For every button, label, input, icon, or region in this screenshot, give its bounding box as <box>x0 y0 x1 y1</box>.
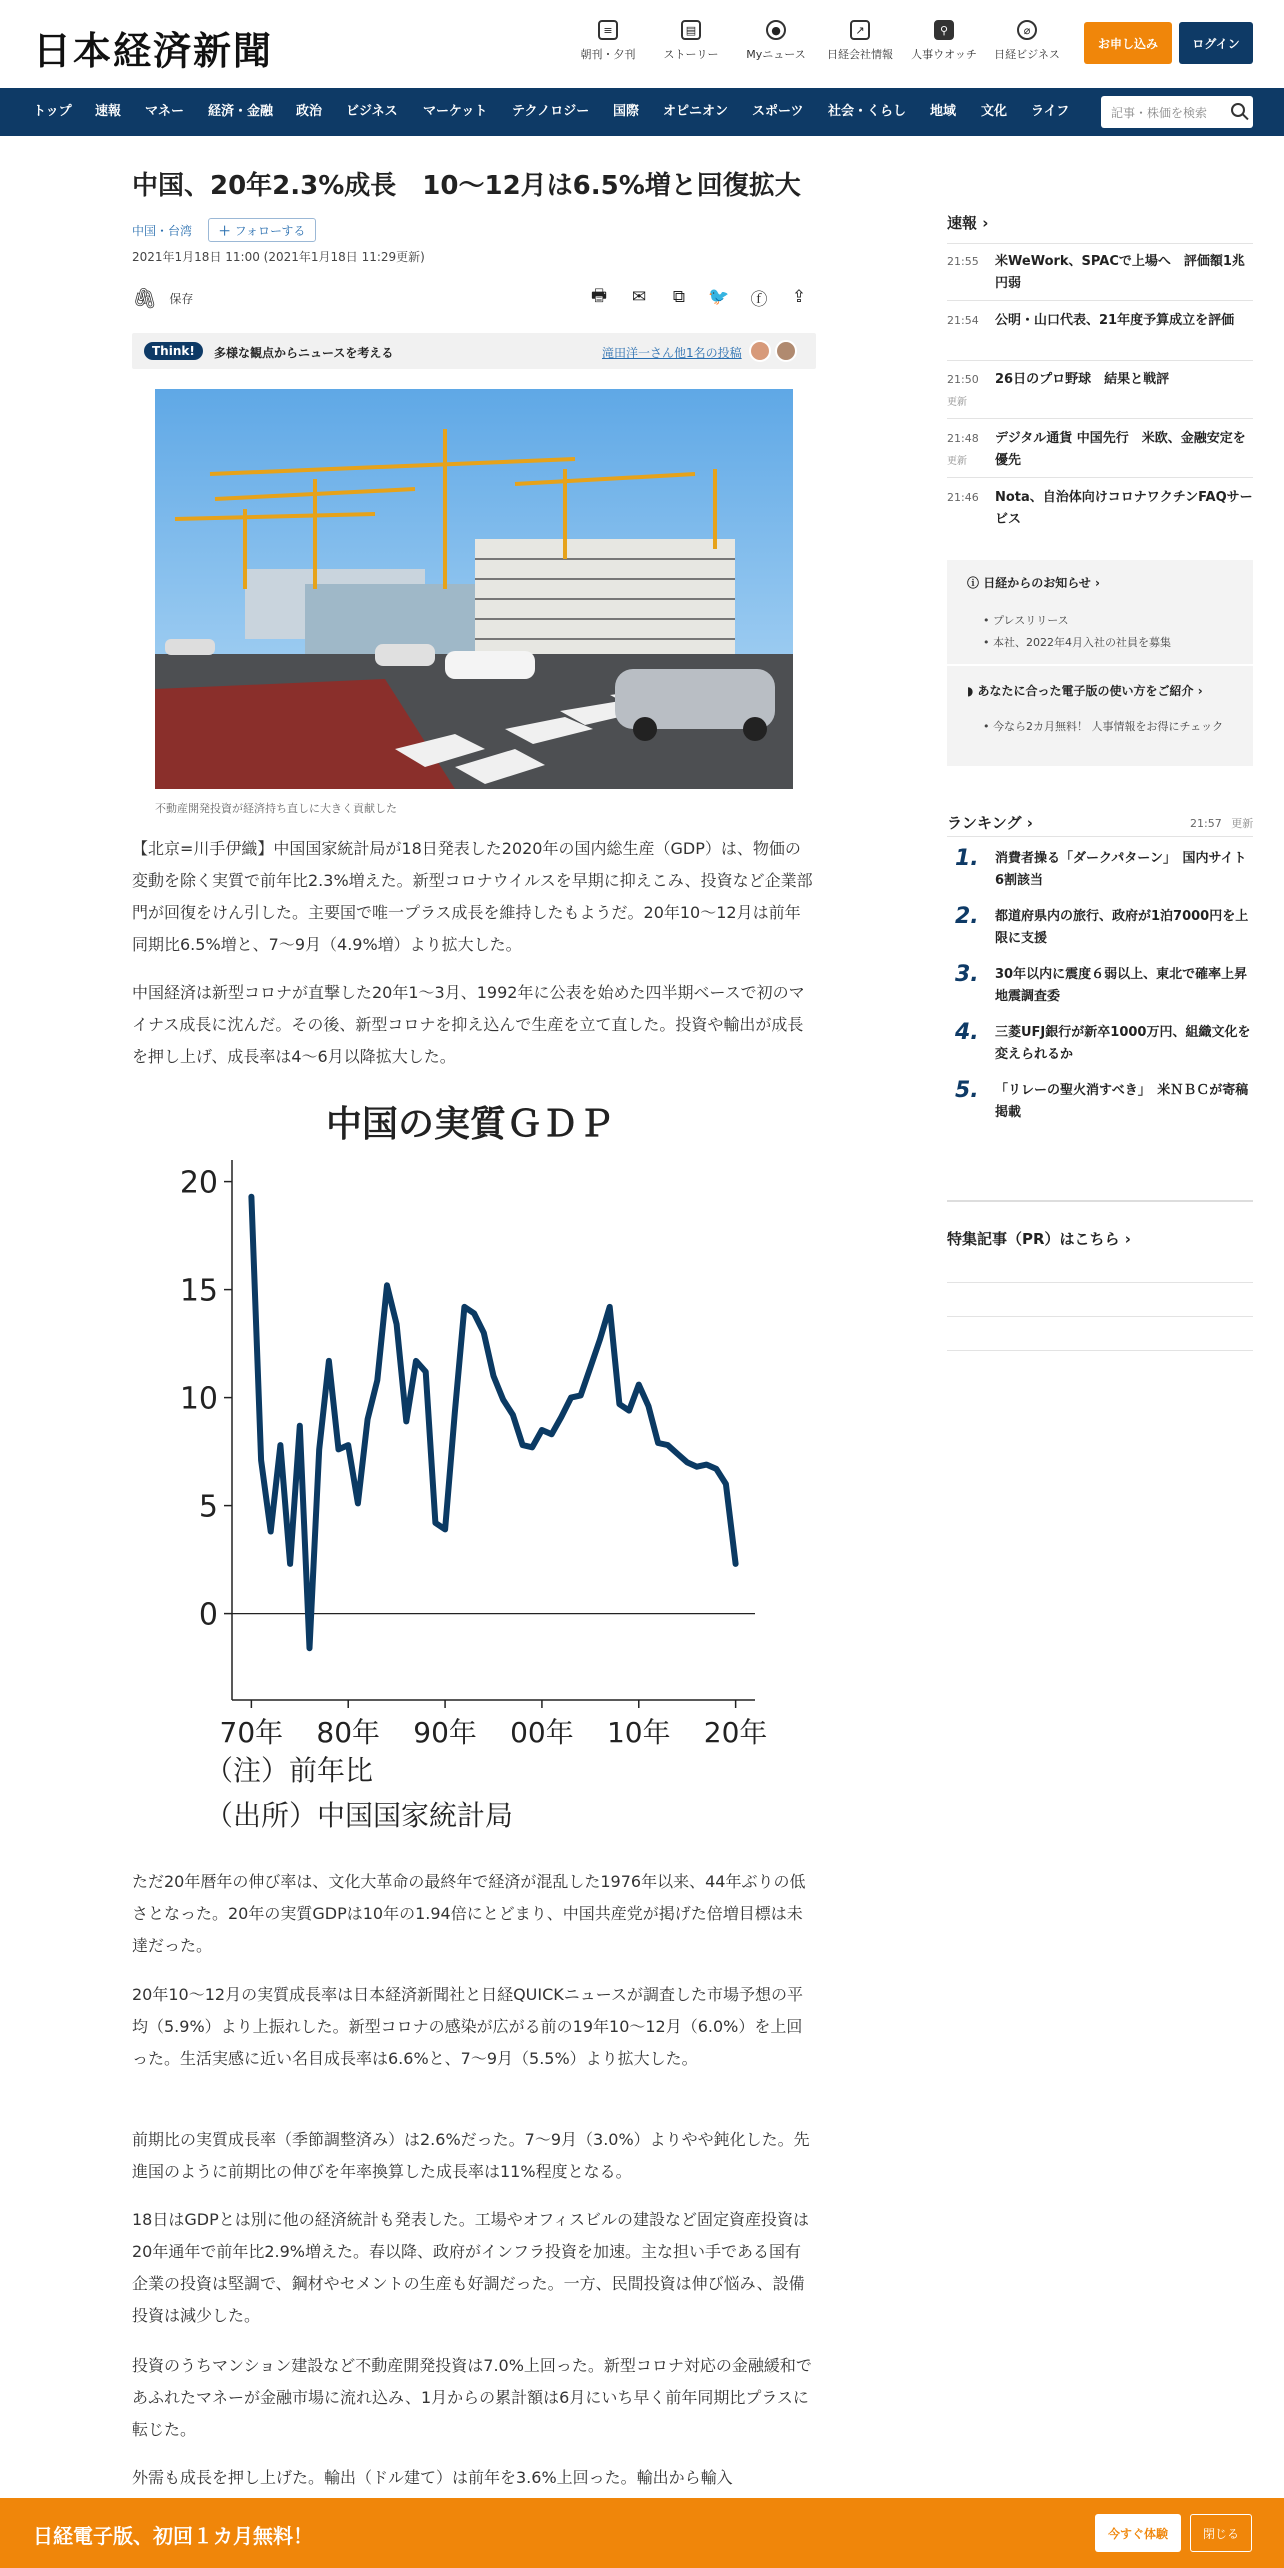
gdp-growth-line <box>251 1197 735 1649</box>
breaking-heading-label: 速報 <box>947 214 978 232</box>
divider <box>947 836 1253 837</box>
ranking-time-value: 21:57 <box>1190 817 1222 830</box>
notice-box <box>947 560 1253 766</box>
nav-personnel[interactable] <box>904 20 984 62</box>
chevron-right-icon: › <box>982 214 989 232</box>
banner-text: 日経電子版、初回１カ月無料！ <box>33 2524 313 2548</box>
paperclip-icon: 🖇 <box>132 286 158 310</box>
x-tick-label: 80年 <box>316 1716 381 1749</box>
region-tag-link[interactable]: 中国・台湾 <box>132 224 193 238</box>
special-heading[interactable] <box>947 1228 1131 1249</box>
site-logo[interactable]: 日本経済新聞 <box>33 28 274 73</box>
divider <box>947 243 1253 244</box>
article-paragraph: 投資のうちマンション建設など不動産開発投資は7.0%上回った。新型コロナ対応の金融緩和であふれたマネーが金融市場に流れ込み、1月からの累計額は6月にいち早く前年同期比プラスに転じた。 <box>132 2356 812 2439</box>
search-box[interactable] <box>1101 96 1253 128</box>
divider <box>947 360 1253 361</box>
nav-item-market[interactable]: マーケット <box>423 104 488 119</box>
notice-heading-label: 日経からのお知らせ <box>983 576 1091 590</box>
ranking-item-link[interactable]: 消費者操る「ダークパターン」 国内サイト6割該当 <box>995 851 1247 888</box>
divider <box>947 1316 1253 1317</box>
nav-item-politics[interactable]: 政治 <box>296 104 323 119</box>
ranking-item-link[interactable]: 都道府県内の旅行、政府が1泊7000円を上限に支援 <box>995 909 1249 946</box>
article-paragraph: 【北京=川手伊織】中国国家統計局が18日発表した2020年の国内総生産（GDP）は、物価の変動を除く実質で前年比2.3%増えた。新型コロナウイルスを早期に抑えこみ、投資など企業部門が回復をけん引した。主要国で唯一プラス成長を維持したもようだ。20年10～12月は前年同期比6.5%増と、7～9月（4.9%増）より拡大した。 <box>132 839 813 954</box>
photo-caption: 不動産開発投資が経済持ち直しに大きく貢献した <box>155 802 397 815</box>
rank-number: 2. <box>955 904 979 929</box>
article-paragraph: 18日はGDPとは別に他の経済統計も発表した。工場やオフィスビルの建設など固定資産投資は20年通年で前年比2.9%増えた。春以降、政府がインフラ投資を加速。主な担い手である国有企業の投資は堅調で、鋼材やセメントの生産も好調だった。一方、民間投資は伸び悩み、設備投資は減少した。 <box>132 2210 809 2325</box>
nav-item-technology[interactable]: テクノロジー <box>512 104 590 119</box>
nav-item-money[interactable]: マネー <box>145 104 185 119</box>
save-label: 保存 <box>169 291 194 306</box>
close-banner-button[interactable]: 閉じる <box>1190 2514 1252 2552</box>
nav-mynews[interactable] <box>736 20 816 62</box>
nav-item-sports[interactable]: スポーツ <box>752 104 804 119</box>
nav-newspaper-label: 朝刊・夕刊 <box>580 48 636 61</box>
follow-label: フォローする <box>234 223 306 238</box>
nav-company-info-label: 日経会社情報 <box>827 48 893 61</box>
nav-item-life[interactable]: ライフ <box>1031 104 1070 119</box>
share-icon[interactable]: ⇪ <box>791 287 807 307</box>
guide-icon: ◗ <box>967 684 978 698</box>
chevron-right-icon: › <box>1197 684 1203 698</box>
notice-item-link[interactable]: • プレスリリース <box>983 614 1069 627</box>
apply-button[interactable]: お申し込み <box>1084 22 1172 64</box>
nav-item-society[interactable]: 社会・くらし <box>828 104 907 119</box>
construction-photo <box>155 389 793 789</box>
think-bar <box>132 333 816 369</box>
business-icon: ⌀ <box>1017 20 1037 40</box>
x-tick-label: 90年 <box>413 1716 477 1749</box>
search-person-icon: ⚲ <box>934 20 954 40</box>
ranking-item-link[interactable]: 三菱UFJ銀行が新卒1000万円、組織文化を変えられるか <box>995 1025 1251 1062</box>
article-paragraph: 中国経済は新型コロナが直撃した20年1～3月、1992年に公表を始めた四半期ベースで初のマイナス成長に沈んだ。その後、新型コロナを抑え込んで生産を立て直した。投資や輸出が成長を押し上げ、成長率は4～6月以降拡大した。 <box>132 983 805 1066</box>
notice-item-link[interactable]: • 本社、2022年4月入社の社員を募集 <box>983 636 1171 649</box>
subscription-banner <box>0 2498 1284 2568</box>
ranking-heading[interactable] <box>947 812 1033 833</box>
divider <box>947 418 1253 419</box>
y-tick-label: 20 <box>179 1165 218 1201</box>
mail-icon[interactable]: ✉ <box>631 287 647 307</box>
nav-item-region[interactable]: 地域 <box>930 104 957 119</box>
article-photo <box>155 389 793 789</box>
main-nav <box>0 88 1284 136</box>
divider <box>947 477 1253 478</box>
news-time: 21:48 <box>947 432 979 445</box>
news-updated-label: 更新 <box>947 456 967 467</box>
plus-icon: ＋ <box>218 223 231 238</box>
nav-item-top[interactable]: トップ <box>33 104 72 119</box>
nav-item-international[interactable]: 国際 <box>613 104 640 119</box>
nav-item-economy[interactable]: 経済・金融 <box>208 104 274 119</box>
special-heading-label: 特集記事（PR）はこちら <box>947 1230 1120 1248</box>
notice-item-label: 本社、2022年4月入社の社員を募集 <box>993 636 1171 649</box>
news-item-link[interactable]: 米WeWork、SPACで上場へ 評価額1兆円弱 <box>995 254 1245 291</box>
divider <box>947 1200 1253 1202</box>
ranking-updated-label: 更新 <box>1231 817 1254 830</box>
notice-heading[interactable] <box>967 574 1100 591</box>
facebook-icon[interactable]: ⓕ <box>750 289 768 310</box>
x-tick-label: 00年 <box>510 1716 574 1749</box>
breaking-heading[interactable] <box>947 212 988 233</box>
article-paragraph: 外需も成長を押し上げた。輸出（ドル建て）は前年を3.6%上回った。輸出から輸入 <box>132 2468 733 2487</box>
news-item-link[interactable]: 26日のプロ野球 結果と戦評 <box>995 372 1170 387</box>
chart-title: 中国の実質ＧＤＰ <box>325 1104 615 1145</box>
guide-heading-label: あなたに合った電子版の使い方をご紹介 <box>977 684 1194 698</box>
search-icon[interactable] <box>1231 103 1245 117</box>
nav-story-label: ストーリー <box>663 48 719 61</box>
story-icon: ▤ <box>681 20 701 40</box>
nav-item-breaking[interactable]: 速報 <box>95 104 122 119</box>
y-tick-label: 5 <box>198 1489 218 1525</box>
chart-source: （出所）中国国家統計局 <box>205 1799 514 1832</box>
news-time: 21:55 <box>947 255 979 268</box>
rank-number: 3. <box>955 962 979 987</box>
guide-heading[interactable] <box>967 682 1203 699</box>
nav-newspaper[interactable] <box>568 20 648 62</box>
search-input[interactable]: 記事・株価を検索 <box>1111 106 1208 120</box>
notice-item-label: プレスリリース <box>993 614 1069 627</box>
nav-personnel-label: 人事ウオッチ <box>911 48 977 61</box>
news-time: 21:50 <box>947 373 979 386</box>
avatar[interactable] <box>749 340 771 362</box>
print-icon[interactable]: 🖶 <box>590 285 608 306</box>
x-tick-label: 20年 <box>703 1716 768 1749</box>
x-tick-label: 10年 <box>606 1716 671 1749</box>
ranking-time <box>1190 815 1253 831</box>
news-item-link[interactable]: デジタル通貨 中国先行 米欧、金融安定を優先 <box>995 431 1246 468</box>
gdp-chart <box>160 1090 780 1850</box>
nav-business[interactable] <box>987 20 1067 62</box>
nav-item-culture[interactable]: 文化 <box>981 104 1008 119</box>
y-tick-label: 0 <box>198 1597 218 1633</box>
y-tick-label: 15 <box>179 1273 218 1309</box>
info-icon: ⓘ <box>967 576 984 590</box>
login-button[interactable]: ログイン <box>1179 22 1253 64</box>
news-item-link[interactable]: 公明・山口代表、21年度予算成立を評価 <box>995 313 1235 328</box>
y-tick-label: 10 <box>179 1381 218 1417</box>
guide-item-label: 今なら2カ月無料！ 人事情報をお得にチェック <box>993 720 1224 733</box>
rank-number: 4. <box>955 1020 979 1045</box>
think-posts-link[interactable]: 滝田洋一さん他1名の投稿 <box>602 346 742 360</box>
try-now-button[interactable]: 今すぐ体験 <box>1095 2514 1181 2552</box>
avatar[interactable] <box>775 340 797 362</box>
guide-item-link[interactable]: • 今なら2カ月無料！ 人事情報をお得にチェック <box>983 720 1224 733</box>
ranking-item-link[interactable]: 30年以内に震度６弱以上、東北で確率上昇 地震調査委 <box>995 967 1261 1004</box>
twitter-icon[interactable]: 🐦 <box>708 287 730 307</box>
think-text: 多様な観点からニュースを考える <box>214 346 394 360</box>
newspaper-icon: ≡ <box>598 20 618 40</box>
article-paragraph: ただ20年暦年の伸び率は、文化大革命の最終年で経済が混乱した1976年以来、44年ぶりの低さとなった。20年の実質GDPは10年の1.94倍にとどまり、中国共産党が掲げた倍増目標は未達だった。 <box>132 1872 806 1955</box>
chevron-right-icon: › <box>1026 814 1033 832</box>
chevron-right-icon: › <box>1095 576 1100 590</box>
x-tick-label: 70年 <box>219 1716 284 1749</box>
chart-note: （注）前年比 <box>205 1754 374 1787</box>
article-paragraph: 前期比の実質成長率（季節調整済み）は2.6%だった。7～9月（3.0%）よりやや鈍化した。先進国のように前期比の伸びを年率換算した成長率は11%程度となる。 <box>132 2130 810 2181</box>
site-header <box>0 0 1284 88</box>
nav-item-business[interactable]: ビジネス <box>346 104 398 119</box>
divider <box>947 1282 1253 1283</box>
divider <box>947 300 1253 301</box>
save-button[interactable] <box>132 286 193 310</box>
user-icon: ● <box>766 20 786 40</box>
chevron-right-icon: › <box>1124 1230 1131 1248</box>
news-item-link[interactable]: Nota、自治体向けコロナワクチンFAQサービス <box>995 490 1253 527</box>
think-badge: Think! <box>144 342 203 360</box>
gdp-chart-svg <box>160 1090 780 1850</box>
article-title: 中国、20年2.3%成長 10～12月は6.5%増と回復拡大 <box>132 171 801 201</box>
article-paragraph: 20年10～12月の実質成長率は日本経済新聞社と日経QUICKニュースが調査した市場予想の平均（5.9%）より上振れした。新型コロナの感染が広がる前の19年10～12月（6.0%）を上回った。生活実感に近い名目成長率は6.6%と、7～9月（5.5%）より拡大した。 <box>132 1985 803 2068</box>
news-time: 21:46 <box>947 491 979 504</box>
nav-item-opinion[interactable]: オピニオン <box>663 104 729 119</box>
news-updated-label: 更新 <box>947 397 967 408</box>
nav-story[interactable] <box>651 20 731 62</box>
chart-icon: ↗ <box>850 20 870 40</box>
nav-company-info[interactable] <box>820 20 900 62</box>
news-time: 21:54 <box>947 314 979 327</box>
nav-mynews-label: Myニュース <box>746 48 806 61</box>
copy-icon[interactable]: ⧉ <box>672 287 686 307</box>
nav-business-label: 日経ビジネス <box>994 48 1060 61</box>
rank-number: 1. <box>955 846 979 871</box>
follow-button[interactable] <box>208 218 316 242</box>
article-date: 2021年1月18日 11:00 (2021年1月18日 11:29更新) <box>132 250 425 264</box>
divider <box>947 1350 1253 1351</box>
ranking-item-link[interactable]: 「リレーの聖火消すべき」 米ＮＢＣが寄稿掲載 <box>995 1083 1249 1120</box>
ranking-heading-label: ランキング <box>947 814 1022 832</box>
rank-number: 5. <box>955 1078 979 1103</box>
divider <box>947 664 1253 666</box>
